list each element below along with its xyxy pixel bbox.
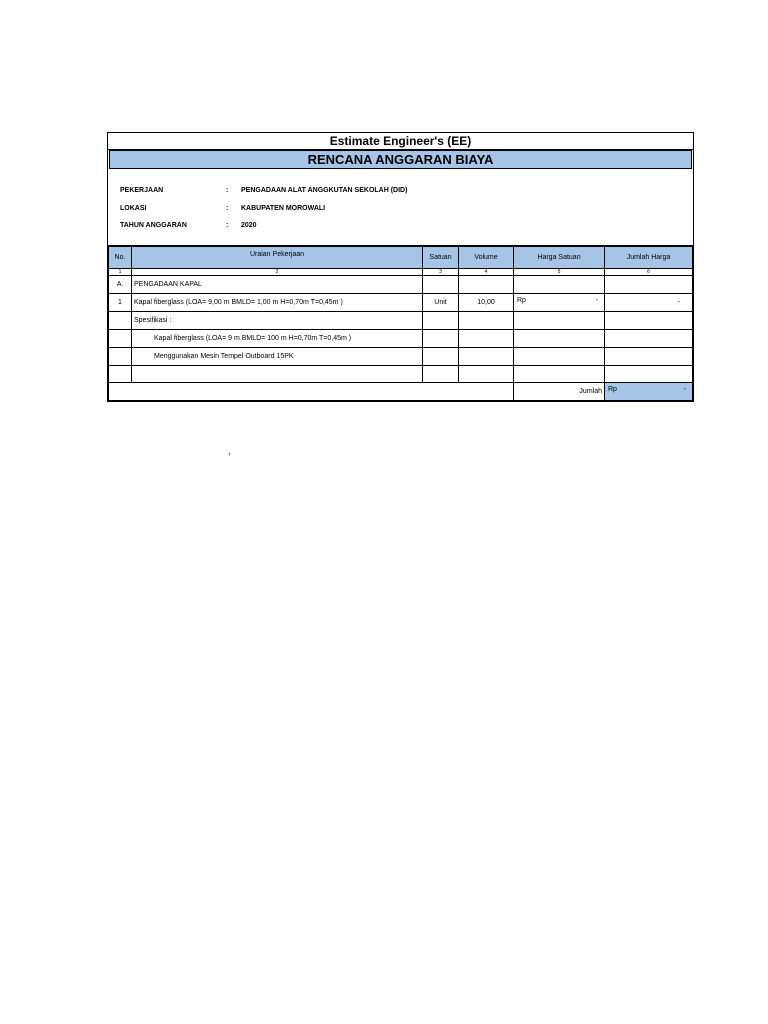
spec-label: Spesifikasi : [132,312,423,330]
item-jumlah-harga: - [605,294,693,312]
spec-line-row [109,330,693,348]
spec-line-row [109,348,693,366]
project-info [108,169,693,246]
price-value: - [595,297,598,304]
spec-row [109,312,693,330]
header-harga-satuan: Harga Satuan [514,247,605,269]
spec-line: Menggunakan Mesin Tempel Outboard 15PK [132,348,423,366]
item-row [109,294,693,312]
currency-label: Rp [608,386,617,393]
total-value: - [683,386,686,393]
item-unit: Unit [423,294,459,312]
item-description: Kapal fiberglass (LOA= 9,00 m BMLD= 1,00 m H=0,70m T=0,45m ) [132,294,423,312]
info-separator: : [226,205,229,212]
header-jumlah-harga: Jumlah Harga [605,247,693,269]
info-separator: : [226,187,229,194]
column-number: 4 [459,269,514,276]
column-number: 5 [514,269,605,276]
item-harga-satuan [514,294,605,312]
column-number-row [109,269,693,276]
header-no: No. [109,247,132,269]
rab-table [108,246,693,401]
info-label: LOKASI [120,205,147,212]
item-volume: 10,00 [459,294,514,312]
column-number: 6 [605,269,693,276]
info-value: KABUPATEN MOROWALI [241,205,326,212]
section-label: PENGADAAN KAPAL [132,276,423,294]
section-no: A. [109,276,132,294]
item-no: 1 [109,294,132,312]
info-value: PENGADAAN ALAT ANGGKUTAN SEKOLAH (DID) [241,187,408,194]
total-value-cell [605,383,693,401]
document-title-rab: RENCANA ANGGARAN BIAYA [109,150,692,169]
document-title-ee: Estimate Engineer's (EE) [108,133,693,150]
column-number: 2 [132,269,423,276]
header-satuan: Satuan [423,247,459,269]
empty-row [109,366,693,383]
spec-line: Kapal fiberglass (LOA= 9 m BMLD= 100 m H=0,70m T=0,45m ) [132,330,423,348]
column-number: 1 [109,269,132,276]
rab-sheet [107,132,694,402]
header-uraian: Uraian Pekerjaan [132,247,423,269]
total-row [109,383,693,401]
info-value: 2020 [241,222,257,229]
info-label: TAHUN ANGGARAN [120,222,187,229]
table-header-row [109,247,693,269]
section-row [109,276,693,294]
total-label: Jumlah [514,383,605,401]
column-number: 3 [423,269,459,276]
info-label: PEKERJAAN [120,187,164,194]
stray-mark: , [228,446,231,456]
info-separator: : [226,222,229,229]
currency-label: Rp [517,297,526,304]
header-volume: Volume [459,247,514,269]
